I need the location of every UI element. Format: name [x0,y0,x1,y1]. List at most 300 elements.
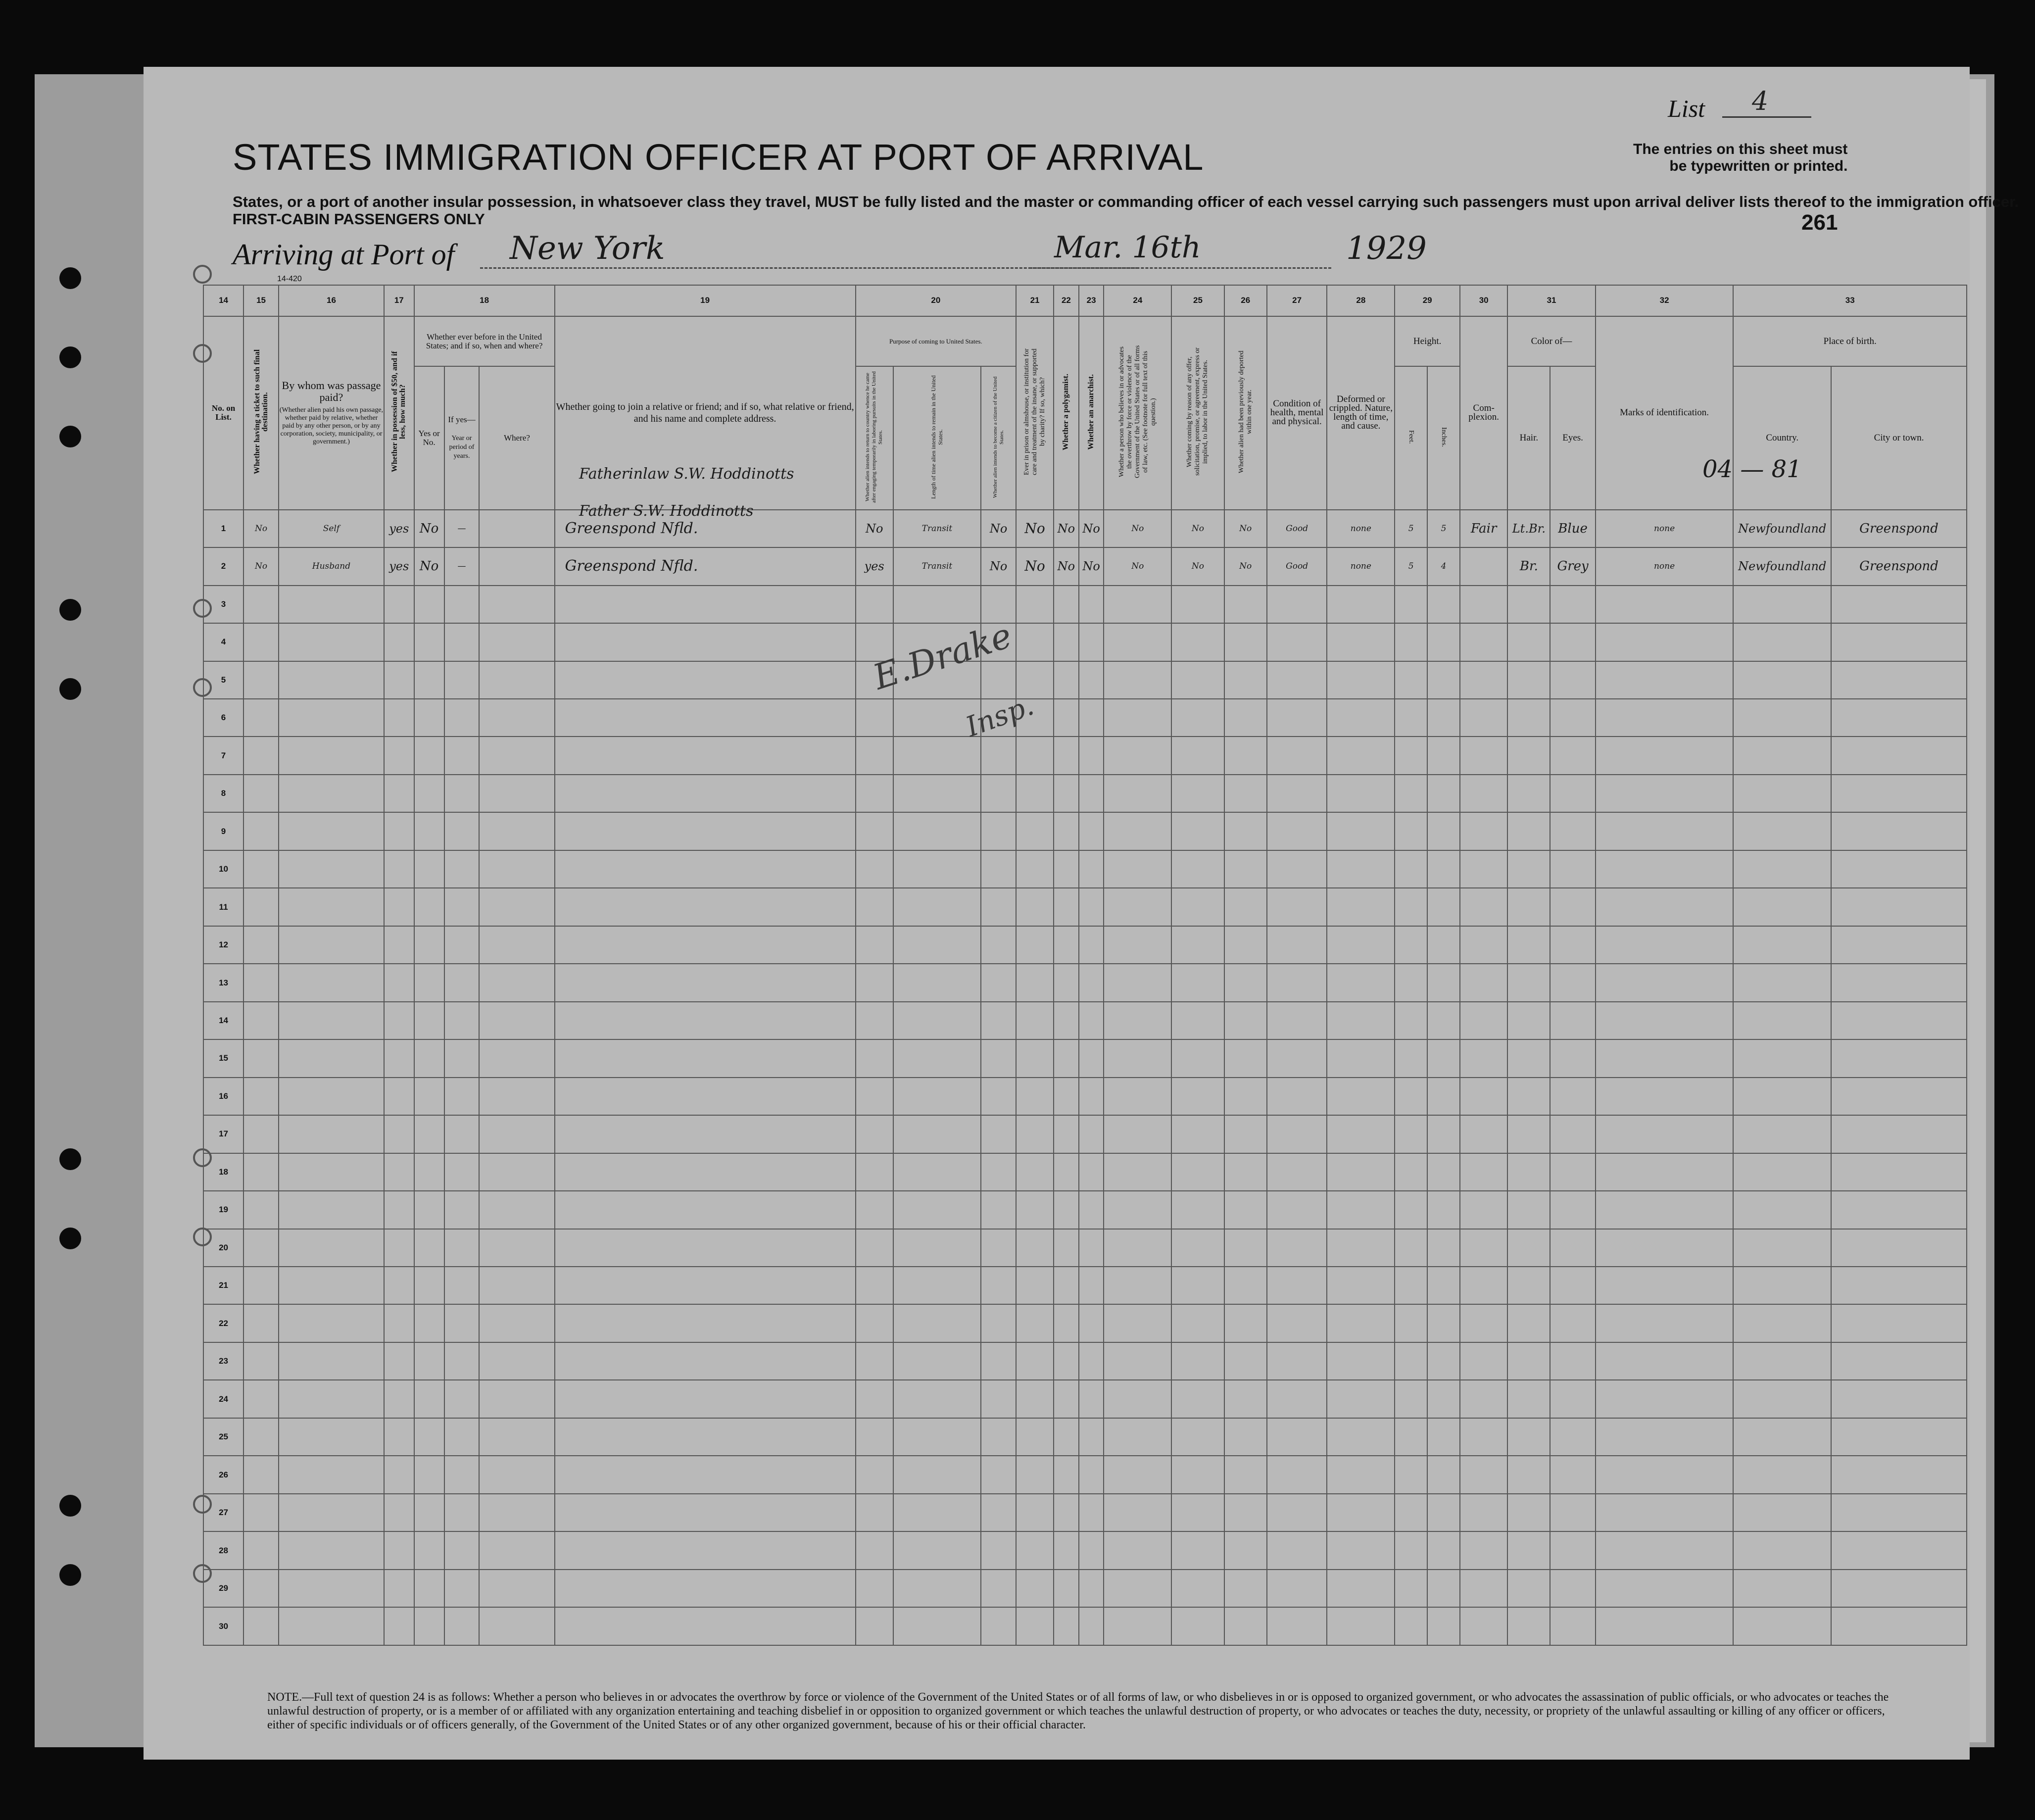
empty-cell [1171,586,1224,623]
cell-deformed: none [1327,547,1395,586]
row-number: 3 [203,586,243,623]
cell-before-where [479,547,554,586]
empty-cell [555,1115,856,1153]
empty-cell [893,1002,981,1039]
empty-cell [1596,888,1734,926]
empty-cell [1427,1002,1460,1039]
col-number: 16 [279,285,384,316]
empty-cell [856,1607,893,1645]
empty-cell [1733,699,1831,737]
empty-cell [1550,1002,1595,1039]
empty-cell [414,1570,444,1607]
empty-cell [384,1002,414,1039]
empty-cell [1327,850,1395,888]
empty-cell [1327,1570,1395,1607]
col-number: 31 [1507,285,1595,316]
empty-cell [1733,1267,1831,1304]
empty-cell [1460,661,1507,699]
empty-cell [444,1039,480,1077]
header-polygamist-text: Whether a polygamist. [1062,373,1070,450]
empty-cell [479,1570,554,1607]
empty-cell [1327,1039,1395,1077]
empty-cell [1079,850,1104,888]
empty-cell [414,1229,444,1267]
empty-cell [893,1418,981,1456]
header-offer [1171,316,1224,510]
empty-cell [1395,1115,1427,1153]
empty-cell [1104,1570,1171,1607]
empty-cell [1733,1153,1831,1191]
empty-cell [1224,1039,1267,1077]
empty-cell [384,1456,414,1493]
empty-cell [1079,888,1104,926]
empty-cell [1267,1039,1327,1077]
header-deported [1224,316,1267,510]
empty-cell [981,775,1016,812]
empty-cell [893,1380,981,1418]
table-row [203,1456,1967,1493]
empty-cell [1596,1267,1734,1304]
row-number: 18 [203,1153,243,1191]
empty-cell [1224,586,1267,623]
empty-cell [1596,1456,1734,1493]
empty-cell [1016,1380,1054,1418]
empty-cell [1427,775,1460,812]
empty-cell [1507,1494,1550,1531]
list-label: List [1668,95,1705,122]
empty-cell [981,1570,1016,1607]
empty-cell [243,1418,279,1456]
cell-joining: Greenspond Nfld. [555,547,856,586]
typewritten-note-line: be typewritten or printed. [1669,158,1848,174]
table-row [203,1267,1967,1304]
empty-cell [1267,737,1327,774]
empty-cell [1224,1531,1267,1569]
empty-cell [1460,1570,1507,1607]
empty-cell [1224,1267,1267,1304]
col-number: 29 [1395,285,1460,316]
empty-cell [856,586,893,623]
empty-cell [1507,1418,1550,1456]
empty-cell [243,1531,279,1569]
empty-cell [1427,1380,1460,1418]
empty-cell [1267,1607,1327,1645]
empty-cell [1831,1039,1967,1077]
empty-cell [1104,1191,1171,1229]
empty-cell [1831,888,1967,926]
empty-cell [1327,812,1395,850]
empty-cell [893,586,981,623]
empty-cell [1395,661,1427,699]
table-row [203,1229,1967,1267]
empty-cell [1054,1380,1079,1418]
empty-cell [414,964,444,1001]
empty-cell [1507,888,1550,926]
header-no-on-list: No. on List. [203,316,243,510]
empty-cell [1460,1191,1507,1229]
empty-cell [444,1380,480,1418]
empty-cell [856,737,893,774]
inspector-signature: E.Drake [868,615,1017,698]
empty-cell [1079,1078,1104,1115]
empty-cell [1267,1229,1327,1267]
empty-cell [1079,737,1104,774]
col-number: 19 [555,285,856,316]
empty-cell [1733,661,1831,699]
empty-cell [1507,1153,1550,1191]
empty-cell [1427,623,1460,661]
empty-cell [893,926,981,964]
empty-cell [279,1531,384,1569]
col-number: 18 [414,285,555,316]
empty-cell [1550,1456,1595,1493]
empty-cell [384,737,414,774]
empty-cell [1733,586,1831,623]
cell-polygamist: No [1054,547,1079,586]
empty-cell [1507,812,1550,850]
empty-cell [414,1002,444,1039]
row-number: 12 [203,926,243,964]
empty-cell [479,1380,554,1418]
empty-cell [1171,1002,1224,1039]
empty-cell [1054,699,1079,737]
empty-cell [1016,1229,1054,1267]
empty-cell [1079,586,1104,623]
cell-before-year: — [444,547,480,586]
empty-cell [1054,1570,1079,1607]
empty-cell [1507,1229,1550,1267]
empty-cell [444,1078,480,1115]
cell-offer: No [1171,547,1224,586]
header-inches [1427,366,1460,509]
empty-cell [856,1304,893,1342]
empty-cell [1171,812,1224,850]
empty-cell [1104,1494,1171,1531]
cell-citizen: No [981,547,1016,586]
row-number: 14 [203,1002,243,1039]
empty-cell [1427,1304,1460,1342]
empty-cell [1224,812,1267,850]
empty-cell [1016,1342,1054,1380]
empty-cell [1507,699,1550,737]
cell-money: yes [384,547,414,586]
empty-cell [279,1418,384,1456]
table-row [203,1418,1967,1456]
cell-q24: No [1104,510,1171,547]
cell-complexion: Fair [1460,510,1507,547]
empty-cell [479,1229,554,1267]
empty-cell [384,1191,414,1229]
empty-cell [479,926,554,964]
empty-cell [1327,1229,1395,1267]
empty-cell [414,1531,444,1569]
empty-cell [444,926,480,964]
empty-cell [856,1115,893,1153]
header-height: Height. [1395,316,1460,367]
empty-cell [1507,661,1550,699]
cell-joining: Greenspond Nfld. [555,510,856,547]
empty-cell [1427,1418,1460,1456]
empty-cell [856,699,893,737]
empty-cell [479,812,554,850]
empty-cell [1327,1002,1395,1039]
table-row [203,510,1967,547]
cell-before-year: — [444,510,480,547]
empty-cell [856,850,893,888]
punch-hole [59,426,81,447]
empty-cell [444,1342,480,1380]
cell-deported: No [1224,547,1267,586]
row-number: 23 [203,1342,243,1380]
empty-cell [1016,737,1054,774]
empty-cell [1267,1267,1327,1304]
empty-cell [1224,926,1267,964]
empty-cell [444,964,480,1001]
empty-cell [1596,1607,1734,1645]
empty-cell [1104,926,1171,964]
row-number: 8 [203,775,243,812]
empty-cell [1054,964,1079,1001]
empty-cell [1327,586,1395,623]
empty-cell [1267,888,1327,926]
empty-cell [1427,964,1460,1001]
empty-cell [243,1607,279,1645]
empty-cell [981,888,1016,926]
row-number: 17 [203,1115,243,1153]
empty-cell [981,1418,1016,1456]
empty-cell [1733,1115,1831,1153]
empty-cell [414,1456,444,1493]
cell-hair: Lt.Br. [1507,510,1550,547]
empty-cell [1171,1153,1224,1191]
empty-cell [279,888,384,926]
empty-cell [1427,1267,1460,1304]
empty-cell [856,1380,893,1418]
arrival-year: 1929 [1346,230,1427,267]
empty-cell [1395,1229,1427,1267]
empty-cell [555,1078,856,1115]
empty-cell [981,1229,1016,1267]
header-before-year-text: Year or period of years. [449,435,475,460]
empty-cell [1104,1229,1171,1267]
row-number: 28 [203,1531,243,1569]
cell-marks: none [1596,547,1734,586]
punch-hole [59,1495,81,1517]
empty-cell [243,1191,279,1229]
empty-cell [1427,1039,1460,1077]
empty-cell [1171,964,1224,1001]
empty-cell [1460,1456,1507,1493]
empty-cell [1327,1267,1395,1304]
header-passage-paid [279,316,384,510]
empty-cell [1507,1115,1550,1153]
header-purpose: Purpose of coming to United States. [856,316,1016,367]
header-color: Color of— [1507,316,1595,367]
empty-cell [1054,1304,1079,1342]
empty-cell [243,1115,279,1153]
empty-cell [1171,850,1224,888]
empty-cell [1267,926,1327,964]
empty-cell [1079,775,1104,812]
empty-cell [1460,1342,1507,1380]
empty-cell [1550,850,1595,888]
empty-cell [1596,1570,1734,1607]
header-anarchist-text: Whether an anarchist. [1087,374,1096,450]
manifest-page [144,67,2019,1760]
header-country: Country. [1733,366,1831,509]
empty-cell [1016,586,1054,623]
empty-cell [1016,1418,1054,1456]
empty-cell [1224,1494,1267,1531]
empty-cell [1395,812,1427,850]
cell-complexion [1460,547,1507,586]
empty-cell [1327,1494,1395,1531]
empty-cell [1395,1078,1427,1115]
empty-cell [1460,586,1507,623]
empty-cell [856,1418,893,1456]
empty-cell [1327,775,1395,812]
empty-cell [1016,1494,1054,1531]
empty-cell [1016,812,1054,850]
empty-cell [1733,1494,1831,1531]
empty-cell [1550,1039,1595,1077]
empty-cell [1596,737,1734,774]
empty-cell [555,1229,856,1267]
empty-cell [1327,1607,1395,1645]
empty-cell [981,850,1016,888]
empty-cell [1596,1153,1734,1191]
cell-eyes: Grey [1550,547,1595,586]
empty-cell [981,661,1016,699]
table-row [203,1002,1967,1039]
row-number: 19 [203,1191,243,1229]
empty-cell [1395,1380,1427,1418]
empty-cell [1427,888,1460,926]
empty-cell [279,926,384,964]
empty-cell [1079,1380,1104,1418]
empty-cell [1395,850,1427,888]
empty-cell [555,1456,856,1493]
empty-cell [243,623,279,661]
empty-cell [1054,661,1079,699]
empty-cell [1395,1418,1427,1456]
empty-cell [1831,1342,1967,1380]
empty-cell [555,850,856,888]
empty-cell [243,964,279,1001]
header-joining: Whether going to join a relative or friend; and if so, what relative or friend, and his name and complete address. [555,316,856,510]
punch-hole [59,678,81,700]
empty-cell [981,1304,1016,1342]
empty-cell [1395,1191,1427,1229]
empty-cell [1733,1456,1831,1493]
table-row [203,1531,1967,1569]
empty-cell [555,926,856,964]
empty-cell [893,737,981,774]
birth-code: 04 — 81 [1702,455,1802,483]
empty-cell [1550,812,1595,850]
empty-cell [1733,737,1831,774]
empty-cell [1267,1342,1327,1380]
empty-cell [1104,586,1171,623]
empty-cell [479,1531,554,1569]
empty-cell [1733,1380,1831,1418]
empty-cell [444,1153,480,1191]
empty-cell [1171,1456,1224,1493]
date-line [1029,267,1331,269]
empty-cell [384,623,414,661]
empty-cell [1327,1456,1395,1493]
empty-cell [1016,1115,1054,1153]
empty-cell [1831,1531,1967,1569]
empty-cell [1507,926,1550,964]
empty-cell [1733,1342,1831,1380]
col-number: 15 [243,285,279,316]
header-health: Condition of health, mental and physical. [1267,316,1327,510]
empty-cell [1460,1115,1507,1153]
cell-city: Greenspond [1831,547,1967,586]
cell-q24: No [1104,547,1171,586]
cell-health: Good [1267,510,1327,547]
empty-cell [444,586,480,623]
empty-cell [1550,1570,1595,1607]
typewritten-note [1633,141,1847,175]
col-number: 20 [856,285,1016,316]
empty-cell [981,812,1016,850]
empty-cell [1395,964,1427,1001]
empty-cell [1427,1607,1460,1645]
empty-cell [1171,1267,1224,1304]
row-number: 27 [203,1494,243,1531]
empty-cell [893,1494,981,1531]
empty-cell [414,926,444,964]
empty-cell [1224,1607,1267,1645]
empty-cell [1267,586,1327,623]
empty-cell [1395,737,1427,774]
empty-cell [479,850,554,888]
empty-cell [444,1229,480,1267]
empty-cell [1550,1494,1595,1531]
empty-cell [1327,1191,1395,1229]
empty-cell [981,1531,1016,1569]
cell-offer: No [1171,510,1224,547]
empty-cell [414,737,444,774]
empty-cell [1224,1229,1267,1267]
empty-cell [555,888,856,926]
empty-cell [444,1418,480,1456]
joining-name-row-1: Fatherinlaw S.W. Hoddinotts [579,465,794,483]
empty-cell [1507,775,1550,812]
cell-before-where [479,510,554,547]
empty-cell [856,1342,893,1380]
empty-cell [893,1456,981,1493]
row-number: 9 [203,812,243,850]
empty-cell [1427,1531,1460,1569]
cell-eyes: Blue [1550,510,1595,547]
empty-cell [384,1267,414,1304]
empty-cell [384,1342,414,1380]
empty-cell [1327,1078,1395,1115]
empty-cell [1327,737,1395,774]
empty-cell [1460,737,1507,774]
empty-cell [1016,850,1054,888]
empty-cell [243,1380,279,1418]
row-number: 1 [203,510,243,547]
empty-cell [555,1267,856,1304]
empty-cell [1733,1078,1831,1115]
empty-cell [1460,850,1507,888]
empty-cell [1460,926,1507,964]
empty-cell [1224,1456,1267,1493]
